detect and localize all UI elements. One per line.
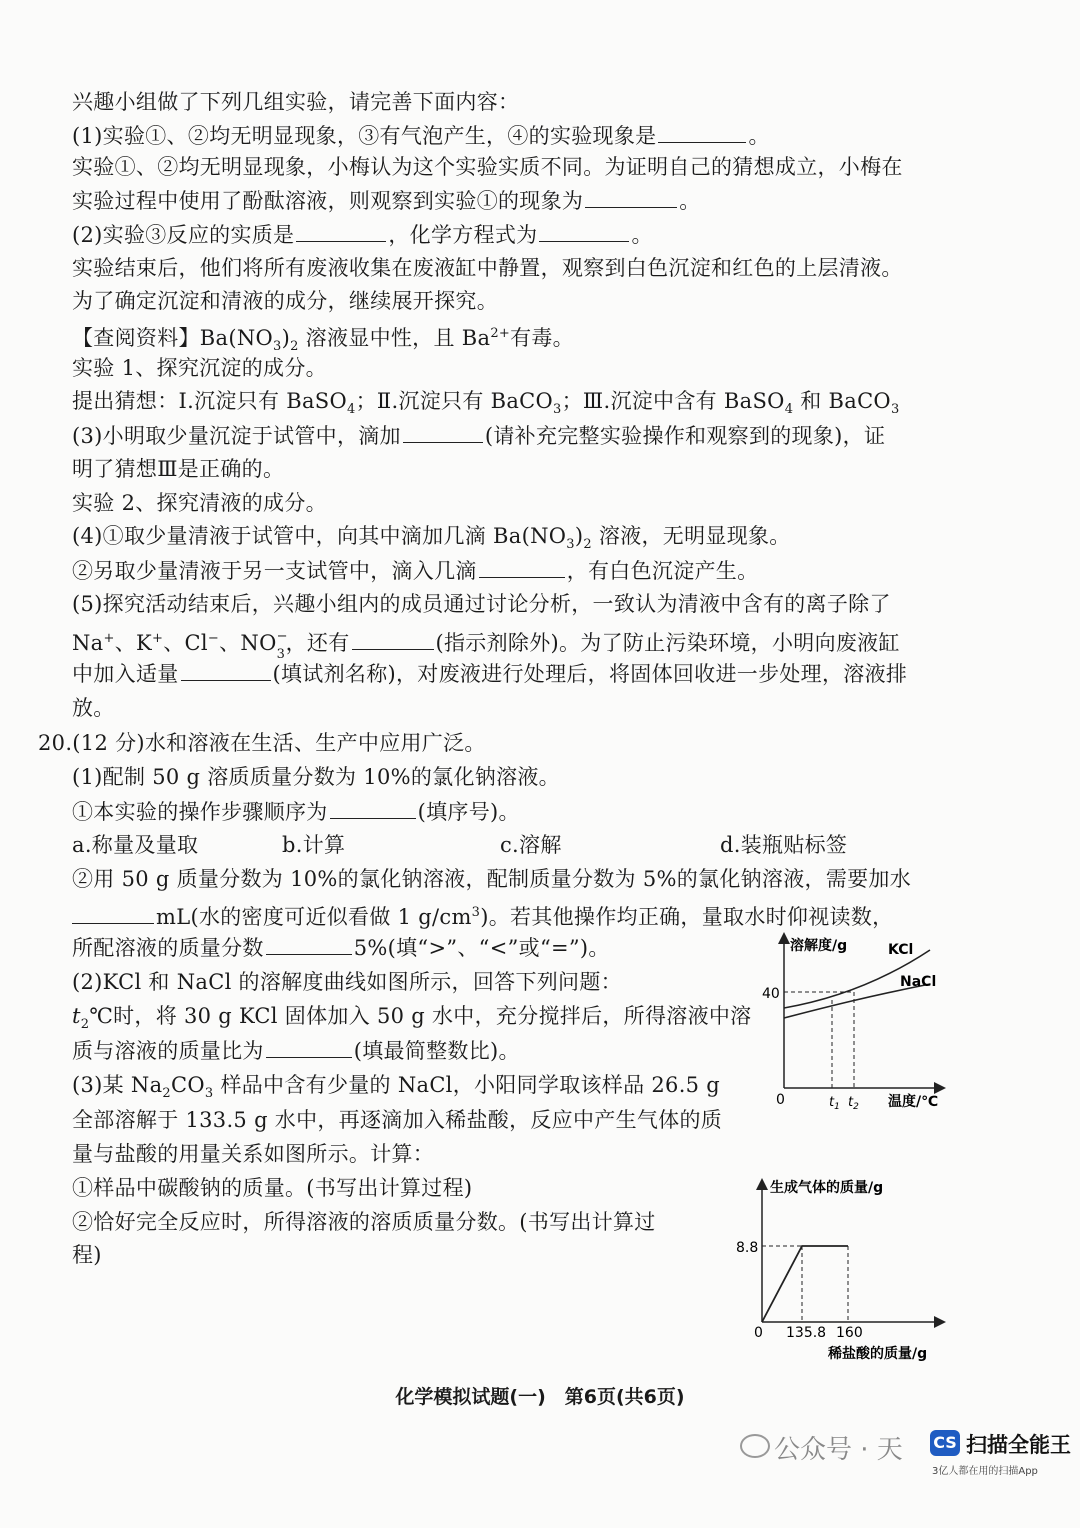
text-line: 为了确定沉淀和清液的成分，继续展开探究。 [72, 289, 498, 313]
q20-heading: 20.(12 分)水和溶液在生活、生产中应用广泛。 [38, 731, 486, 755]
text-line: 所配溶液的质量分数 5%(填“>”、“<”或“=”)。 [72, 932, 610, 963]
text-line: 全部溶解于 133.5 g 水中，再逐滴加入稀盐酸，反应中产生气体的质 [72, 1108, 723, 1132]
text-line: 实验结束后，他们将所有废液收集在废液缸中静置，观察到白色沉淀和红色的上层清液。 [72, 256, 903, 280]
solubility-chart [760, 928, 960, 1118]
wechat-watermark: 公众号 · 天 [774, 1435, 903, 1465]
camscanner-logo-icon: CS [930, 1430, 960, 1456]
answer-blank[interactable] [539, 219, 629, 242]
option-b: b.计算 [282, 833, 346, 857]
answer-blank[interactable] [296, 219, 386, 242]
text-line: ①本实验的操作步骤顺序为 (填序号)。 [72, 796, 520, 827]
q3-line: (3)小明取少量沉淀于试管中，滴加 (请补充完整实验操作和观察到的现象)，证 [72, 420, 885, 451]
text-line: 量与盐酸的用量关系如图所示。计算： [72, 1142, 435, 1166]
x-tick-t2: $t_2$ [848, 1095, 859, 1112]
ions-line: Na+、K+、Cl−、NO − 3 ，还有 (指示剂除外)。为了防止污染环境，小明向废液缸 [72, 629, 900, 662]
gas-series-line [762, 1246, 848, 1322]
y-axis-label: 溶解度/g [790, 938, 848, 954]
gas-mass-chart [730, 1170, 960, 1370]
text-line: mL(水的密度可近似看做 1 $g/cm^3$)。若其他操作均正确，量取水时仰视读数， [72, 898, 893, 932]
text-line: 实验 1、探究沉淀的成分。 [72, 356, 327, 380]
text-line: (2)KCl 和 NaCl 的溶解度曲线如图所示，回答下列问题： [72, 970, 622, 994]
x-tick-135-8: 135.8 [786, 1325, 827, 1341]
answer-blank[interactable] [330, 796, 416, 819]
text-line: (1)配制 50 g 溶质质量分数为 10%的氯化钠溶液。 [72, 765, 560, 789]
text-line: 实验①、②均无明显现象，小梅认为这个实验实质不同。为证明自己的猜想成立，小梅在 [72, 155, 903, 179]
text-line: 程) [72, 1243, 102, 1267]
text-line: (3)某 $Na_2CO_3$ 样品中含有少量的 NaCl，小阳同学取该样品 26.5 g [72, 1073, 721, 1102]
text-line: $t_2℃$时，将 30 g KCl 固体加入 50 g 水中，充分搅拌后，所得溶液中溶 [72, 1004, 752, 1033]
answer-blank[interactable] [658, 120, 746, 143]
answer-blank[interactable] [585, 185, 677, 208]
x-tick-160: 160 [836, 1325, 863, 1341]
text-line: 中加入适量 (填试剂名称)，对废液进行处理后，将固体回收进一步处理，溶液排 [72, 658, 907, 689]
origin-label: 0 [776, 1092, 785, 1108]
text-line: 实验过程中使用了酚酞溶液，则观察到实验①的现象为 。 [72, 185, 701, 216]
answer-blank[interactable] [352, 627, 434, 650]
answer-blank[interactable] [181, 658, 271, 681]
text-line: ②恰好完全反应时，所得溶液的溶质质量分数。(书写出计算过 [72, 1210, 656, 1234]
option-d: d.装瓶贴标签 [720, 833, 848, 857]
option-c: c.溶解 [500, 833, 562, 857]
q4-line: (4)①取少量清液于试管中，向其中滴加几滴 $Ba(NO_3)_2$ 溶液，无明显现象。 [72, 524, 791, 553]
q2-line: (2)实验③反应的实质是 ，化学方程式为 。 [72, 219, 653, 250]
answer-blank[interactable] [266, 1035, 352, 1058]
y-axis-label: 生成气体的质量/g [770, 1180, 884, 1196]
text-line: ②用 50 g 质量分数为 10%的氯化钠溶液，配制质量分数为 5%的氯化钠溶液，需要加水 [72, 867, 912, 891]
camscanner-name: 扫描全能王 [966, 1433, 1071, 1457]
x-axis-label: 温度/℃ [888, 1094, 939, 1110]
hypothesis-line: 提出猜想：Ⅰ.沉淀只有 BaSO$_4$；Ⅱ.沉淀只有 BaCO$_3$；Ⅲ.沉淀中含有 BaSO$_4$ 和 BaCO$_3$ [72, 389, 900, 418]
wechat-logo-icon [740, 1434, 770, 1458]
nacl-label: NaCl [900, 974, 937, 990]
q5-line: (5)探究活动结束后，兴趣小组内的成员通过讨论分析，一致认为清液中含有的离子除了 [72, 592, 891, 616]
origin-label: 0 [754, 1325, 763, 1341]
text-line: 质与溶液的质量比为 (填最简整数比)。 [72, 1035, 520, 1066]
intro-line: 兴趣小组做了下列几组实验，请完善下面内容： [72, 90, 520, 114]
x-axis-label: 稀盐酸的质量/g [828, 1346, 928, 1362]
text-line: 明了猜想Ⅲ是正确的。 [72, 457, 285, 481]
y-tick-label: 8.8 [736, 1240, 759, 1256]
text-line: ②另取少量清液于另一支试管中，滴入几滴 ，有白色沉淀产生。 [72, 555, 758, 586]
reference-line: 【查阅资料】$Ba(NO_3)_2$ 溶液显中性，且 $Ba^{2+}$有毒。 [72, 326, 574, 355]
answer-blank[interactable] [266, 932, 352, 955]
option-a: a.称量及量取 [72, 833, 199, 857]
text-line: 实验 2、探究清液的成分。 [72, 491, 327, 515]
x-tick-t1: $t_1$ [829, 1095, 840, 1112]
answer-blank[interactable] [403, 420, 483, 443]
text-line: ①样品中碳酸钠的质量。(书写出计算过程) [72, 1176, 473, 1200]
q1-line: (1)实验①、②均无明显现象，③有气泡产生，④的实验现象是 。 [72, 120, 770, 151]
page-footer: 化学模拟试题(一) 第6页(共6页) [395, 1386, 685, 1408]
camscanner-tagline: 3亿人都在用的扫描App [932, 1466, 1038, 1477]
kcl-label: KCl [888, 942, 914, 958]
answer-blank[interactable] [72, 901, 154, 924]
text-line: 放。 [72, 696, 115, 720]
answer-blank[interactable] [479, 555, 565, 578]
y-tick-label: 40 [762, 986, 780, 1002]
